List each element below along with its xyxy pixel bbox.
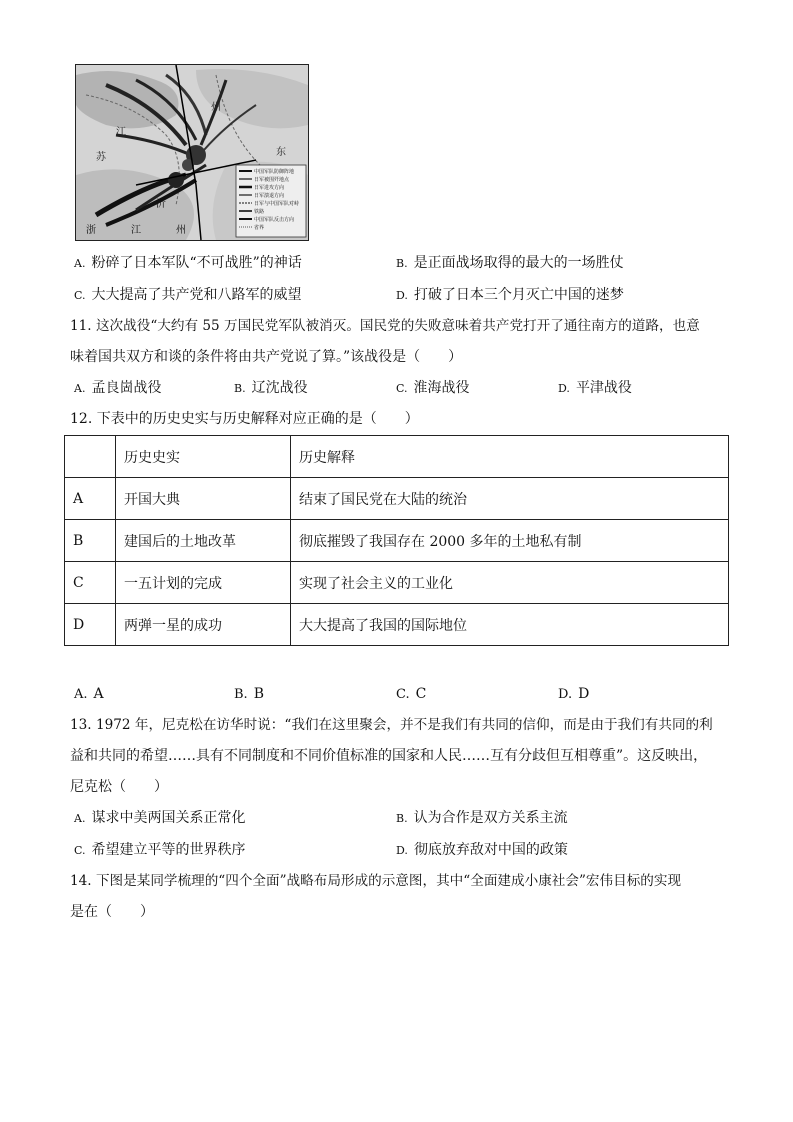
option-letter: C. — [74, 844, 86, 857]
svg-text:中国军队反击方向: 中国军队反击方向 — [254, 217, 295, 223]
option-text: C — [415, 686, 427, 702]
svg-text:省界: 省界 — [254, 225, 265, 231]
option-text: B — [253, 686, 264, 702]
option-letter: B. — [234, 687, 248, 702]
table-cell: 建国后的土地改革 — [116, 520, 291, 562]
option-letter: D. — [558, 382, 570, 395]
table-header-row — [65, 436, 729, 478]
option-text: 认为合作是双方关系主流 — [413, 810, 568, 826]
battle-map-figure — [75, 64, 309, 241]
q13-stem-line3: 尼克松（ ） — [70, 779, 168, 795]
table-header-cell: 历史解释 — [291, 436, 729, 478]
table-row — [65, 520, 729, 562]
option-text: 孟良崮战役 — [91, 380, 162, 396]
q10-option-a[interactable] — [74, 253, 302, 274]
map-label: 浙 — [86, 225, 96, 236]
history-table — [64, 435, 729, 646]
q12-stem: 12. 下表中的历史史实与历史解释对应正确的是（ ） — [70, 411, 419, 427]
option-text: 淮海战役 — [413, 380, 470, 396]
option-letter: C. — [396, 382, 408, 395]
q10-option-d[interactable] — [396, 285, 624, 306]
option-text: D — [578, 686, 590, 702]
option-letter: B. — [234, 382, 246, 395]
option-text: 是正面战场取得的最大的一场胜仗 — [413, 255, 624, 271]
table-cell: 彻底摧毁了我国存在 2000 多年的土地私有制 — [291, 520, 729, 562]
table-cell: C — [65, 562, 116, 604]
q11-option-c[interactable] — [396, 378, 470, 399]
option-letter: C. — [396, 687, 410, 702]
svg-text:中国军队防御阵地: 中国军队防御阵地 — [254, 169, 295, 175]
option-letter: A. — [74, 382, 86, 395]
table-cell: B — [65, 520, 116, 562]
svg-text:日军被围歼地点: 日军被围歼地点 — [254, 177, 290, 183]
map-label: 江 — [131, 225, 141, 236]
q10-option-b[interactable] — [396, 253, 624, 274]
table-row — [65, 604, 729, 646]
option-letter: D. — [396, 289, 408, 302]
option-letter: C. — [74, 289, 86, 302]
table-header-cell: 历史史实 — [116, 436, 291, 478]
option-text: A — [93, 686, 104, 702]
table-cell: 实现了社会主义的工业化 — [291, 562, 729, 604]
q10-option-c[interactable] — [74, 285, 302, 306]
option-text: 辽沈战役 — [251, 380, 308, 396]
map-label: 沂 — [156, 199, 166, 210]
option-letter: D. — [558, 687, 573, 702]
option-text: 彻底放弃敌对中国的政策 — [413, 842, 568, 858]
svg-text:日军溃退方向: 日军溃退方向 — [254, 193, 285, 199]
map-label: 江 — [116, 127, 126, 138]
table-cell: 一五计划的完成 — [116, 562, 291, 604]
option-text: 粉碎了日本军队“不可战胜”的神话 — [91, 255, 302, 271]
q11-option-d[interactable] — [558, 378, 632, 399]
q13-option-b[interactable] — [396, 808, 568, 829]
option-text: 谋求中美两国关系正常化 — [91, 810, 246, 826]
table-row — [65, 562, 729, 604]
q11-stem-line2: 味着国共双方和谈的条件将由共产党说了算。”该战役是（ ） — [70, 349, 463, 365]
q12-option-b[interactable] — [234, 684, 264, 705]
svg-text:铁路: 铁路 — [254, 209, 265, 215]
option-letter: A. — [74, 687, 88, 702]
table-cell: 开国大典 — [116, 478, 291, 520]
q12-option-d[interactable] — [558, 684, 589, 705]
q12-option-a[interactable] — [74, 684, 104, 705]
option-letter: D. — [396, 844, 408, 857]
q12-option-c[interactable] — [396, 684, 426, 705]
map-label: 苏 — [96, 152, 106, 163]
table-row — [65, 478, 729, 520]
table-header-cell — [65, 436, 116, 478]
q11-option-b[interactable] — [234, 378, 308, 399]
table-cell: 大大提高了我国的国际地位 — [291, 604, 729, 646]
q14-stem-line1: 14. 下图是某同学梳理的“四个全面”战略布局形成的示意图，其中“全面建成小康社会”宏伟目标的实现 — [70, 873, 682, 889]
table-cell: 两弹一星的成功 — [116, 604, 291, 646]
q13-option-c[interactable] — [74, 840, 246, 861]
option-text: 大大提高了共产党和八路军的威望 — [91, 287, 302, 303]
option-letter: B. — [396, 812, 408, 825]
battle-map-drawing — [76, 65, 308, 240]
option-text: 希望建立平等的世界秩序 — [91, 842, 246, 858]
q11-option-a[interactable] — [74, 378, 161, 399]
q14-stem-line2: 是在（ ） — [70, 904, 154, 920]
map-label: 州 — [176, 225, 186, 236]
table-cell: D — [65, 604, 116, 646]
q13-option-a[interactable] — [74, 808, 245, 829]
option-letter: B. — [396, 257, 408, 270]
option-text: 打破了日本三个月灭亡中国的迷梦 — [413, 287, 624, 303]
map-label: 东 — [276, 147, 286, 158]
map-legend — [236, 165, 306, 237]
option-letter: A. — [74, 812, 86, 825]
q13-stem-line2: 益和共同的希望……具有不同制度和不同价值标准的国家和人民……互有分歧但互相尊重”。这反映出， — [70, 748, 708, 764]
svg-text:日军进攻方向: 日军进攻方向 — [254, 185, 285, 191]
q11-stem-line1: 11. 这次战役“大约有 55 万国民党军队被消灭。国民党的失败意味着共产党打开了通往南方的道路，也意 — [70, 318, 700, 334]
table-cell: A — [65, 478, 116, 520]
map-label: 州 — [211, 102, 221, 113]
table-cell: 结束了国民党在大陆的统治 — [291, 478, 729, 520]
option-text: 平津战役 — [575, 380, 632, 396]
q13-stem-line1: 13. 1972 年，尼克松在访华时说：“我们在这里聚会，并不是我们有共同的信仰，而是由于我们有共同的利 — [70, 717, 713, 733]
svg-text:日军与中国军队对峙: 日军与中国军队对峙 — [254, 201, 300, 207]
q13-option-d[interactable] — [396, 840, 568, 861]
option-letter: A. — [74, 257, 86, 270]
